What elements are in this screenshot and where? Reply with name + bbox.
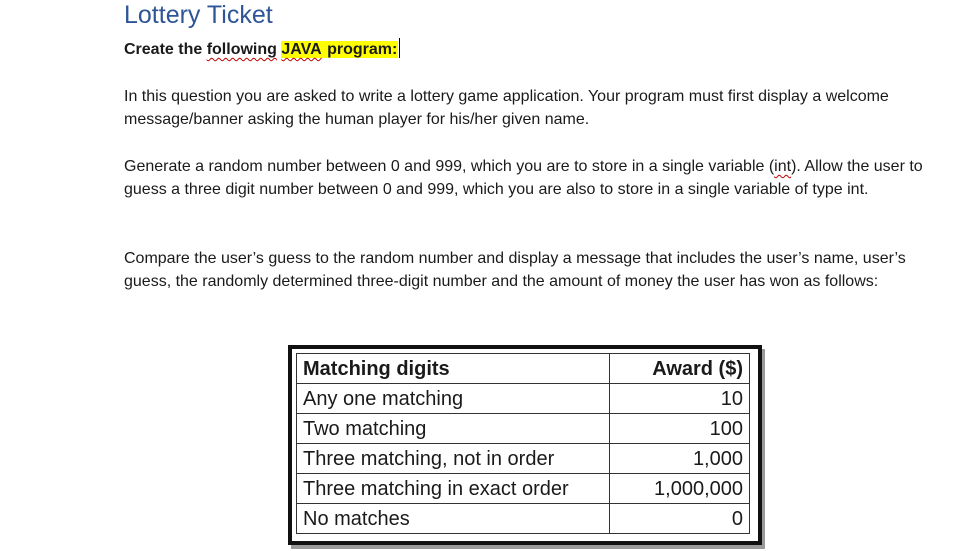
row-label: Three matching in exact order (297, 474, 610, 504)
subtitle-highlight-java: JAVA (281, 41, 322, 58)
document-title: Lottery Ticket (124, 1, 273, 29)
row-award: 1,000,000 (610, 474, 750, 504)
paragraph-generate-part2: ). Allow the user to guess a three digit number between 0 and 999, which you are also to store in a single variable of type int. (124, 158, 923, 198)
subtitle-highlight-program: program: (322, 41, 398, 58)
paragraph-generate-part1: Generate a random number between 0 and 999, which you are to store in a single variable ( (124, 158, 775, 175)
table-header-row (297, 354, 750, 384)
table-row (297, 384, 750, 414)
row-label: Any one matching (297, 384, 610, 414)
row-label: Two matching (297, 414, 610, 444)
table-row (297, 504, 750, 534)
award-table (296, 353, 750, 534)
subtitle-word-following: following (206, 41, 277, 58)
paragraph-intro: In this question you are asked to write a lottery game application. Your program must first display a welcome message/banner asking the human player for his/her given name. (124, 88, 889, 128)
row-award: 1,000 (610, 444, 750, 474)
table-row (297, 474, 750, 504)
document-subtitle (124, 38, 400, 61)
table-row (297, 414, 750, 444)
subtitle-prefix: Create the (124, 41, 207, 58)
header-award: Award ($) (610, 354, 750, 384)
row-label: Three matching, not in order (297, 444, 610, 474)
row-label: No matches (297, 504, 610, 534)
award-table-frame (288, 345, 762, 545)
paragraph-generate (124, 155, 934, 201)
text-cursor (399, 38, 400, 58)
paragraph-generate-int: int (774, 158, 792, 175)
row-award: 100 (610, 414, 750, 444)
header-matching-digits: Matching digits (297, 354, 610, 384)
table-row (297, 444, 750, 474)
row-award: 0 (610, 504, 750, 534)
row-award: 10 (610, 384, 750, 414)
paragraph-compare: Compare the user’s guess to the random number and display a message that includes the user’s name, user’s guess, the randomly determined three-digit number and the amount of money the user has won as follows: (124, 250, 906, 290)
